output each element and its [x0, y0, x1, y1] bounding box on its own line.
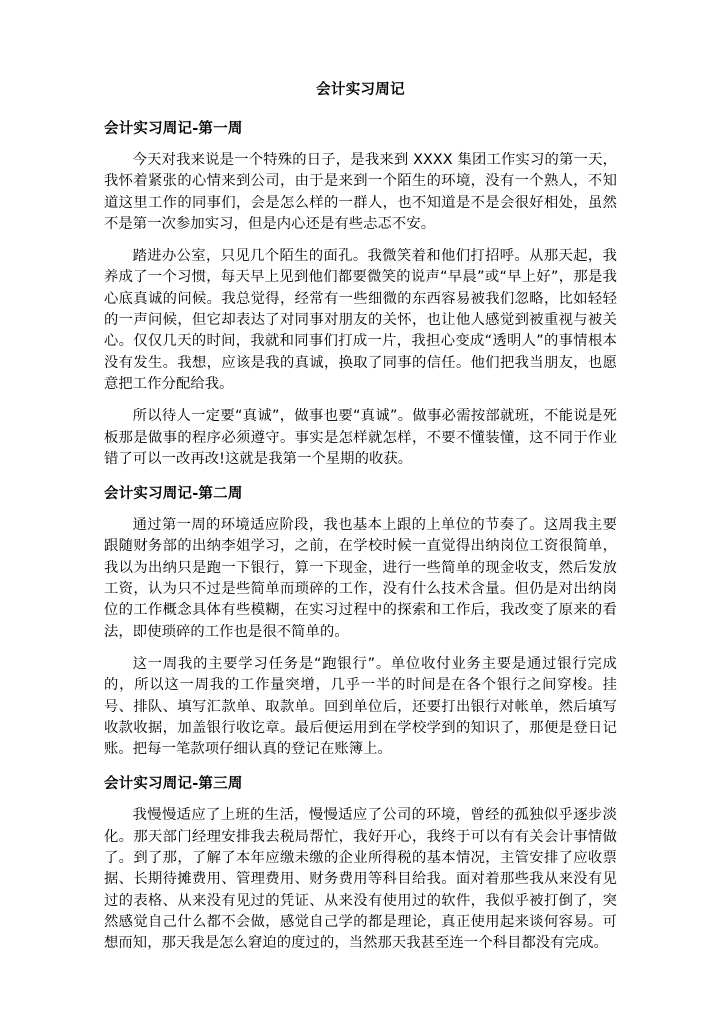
section-body-week-1	[104, 150, 617, 470]
paragraph: 所以待人一定要“真诚”，做事也要“真诚”。做事必需按部就班，不能说是死板那是做事的程序必须遵守。事实是怎样就怎样，不要不懂装懂，这不同于作业错了可以一改再改!这就是我第一个星期的收获。	[104, 408, 617, 467]
document-content	[104, 80, 617, 969]
section-heading-week-1: 会计实习周记-第一周	[104, 121, 243, 137]
document-title: 会计实习周记	[316, 82, 405, 98]
section-body-week-3	[104, 805, 617, 954]
section-body-week-2	[104, 515, 617, 760]
paragraph: 踏进办公室，只见几个陌生的面孔。我微笑着和他们打招呼。从那天起，我养成了一个习惯，每天早上见到他们都要微笑的说声“早晨”或“早上好”，那是我心底真诚的问候。我总觉得，经常有一些细微的东西容易被我们忽略，比如轻轻的一声问候，但它却表达了对同事对朋友的关怀，也让他人感觉到被重视与被关心。仅仅几天的时间，我就和同事们打成一片，我担心变成“透明人”的事情根本没有发生。我想，应该是我的真诚，换取了同事的信任。他们把我当朋友，也愿意把工作分配给我。	[104, 248, 617, 392]
section-heading-week-3: 会计实习周记-第三周	[104, 776, 243, 793]
section-week-3	[104, 774, 617, 954]
section-week-1	[104, 119, 617, 470]
paragraph: 今天对我来说是一个特殊的日子，是我来到 XXXX 集团工作实习的第一天，我怀着紧张的心情来到公司，由于是来到一个陌生的环境，没有一个熟人，不知道这里工作的同事们，会是怎么样的一群人，也不知道是不是会很好相处，虽然不是第一次参加实习，但是内心还是有些忐忑不安。	[104, 152, 617, 232]
paragraph: 通过第一周的环境适应阶段，我也基本上跟的上单位的节奏了。这周我主要跟随财务部的出纳李姐学习，之前，在学校时候一直觉得出纳岗位工资很简单，我以为出纳只是跑一下银行，算一下现金，进行一些简单的现金收支，然后发放工资，认为只不过是些简单而琐碎的工作，没有什么技术含量。但仍是对出纳岗位的工作概念具体有些模糊，在实习过程中的探索和工作后，我改变了原来的看法，即使琐碎的工作也是很不简单的。	[104, 517, 617, 640]
section-heading-week-2: 会计实习周记-第二周	[104, 486, 243, 503]
paragraph: 我慢慢适应了上班的生活，慢慢适应了公司的环境，曾经的孤独似乎逐步淡化。那天部门经理安排我去税局帮忙，我好开心，我终于可以有有关会计事情做了。到了那，了解了本年应缴未缴的企业所得税的基本情况，主管安排了应收票据、长期待摊费用、管理费用、财务费用等科目给我。面对着那些我从来没有见过的表格、从来没有见过的凭证、从来没有使用过的软件，我似乎被打倒了，突然感觉自己什么都不会做，感觉自己学的都是理论，真正使用起来谈何容易。可想而知，那天我是怎么窘迫的度过的，当然那天我甚至连一个科目都没有完成。	[104, 807, 617, 952]
paragraph: 这一周我的主要学习任务是“跑银行”。单位收付业务主要是通过银行完成的，所以这一周我的工作量突增，几乎一半的时间是在各个银行之间穿梭。挂号、排队、填写汇款单、取款单。回到单位后，还要打出银行对帐单，然后填写收款收据，加盖银行收讫章。最后便运用到在学校学到的知识了，那便是登日记账。把每一笔款项仔细认真的登记在账簿上。	[104, 655, 617, 758]
section-week-2	[104, 484, 617, 760]
